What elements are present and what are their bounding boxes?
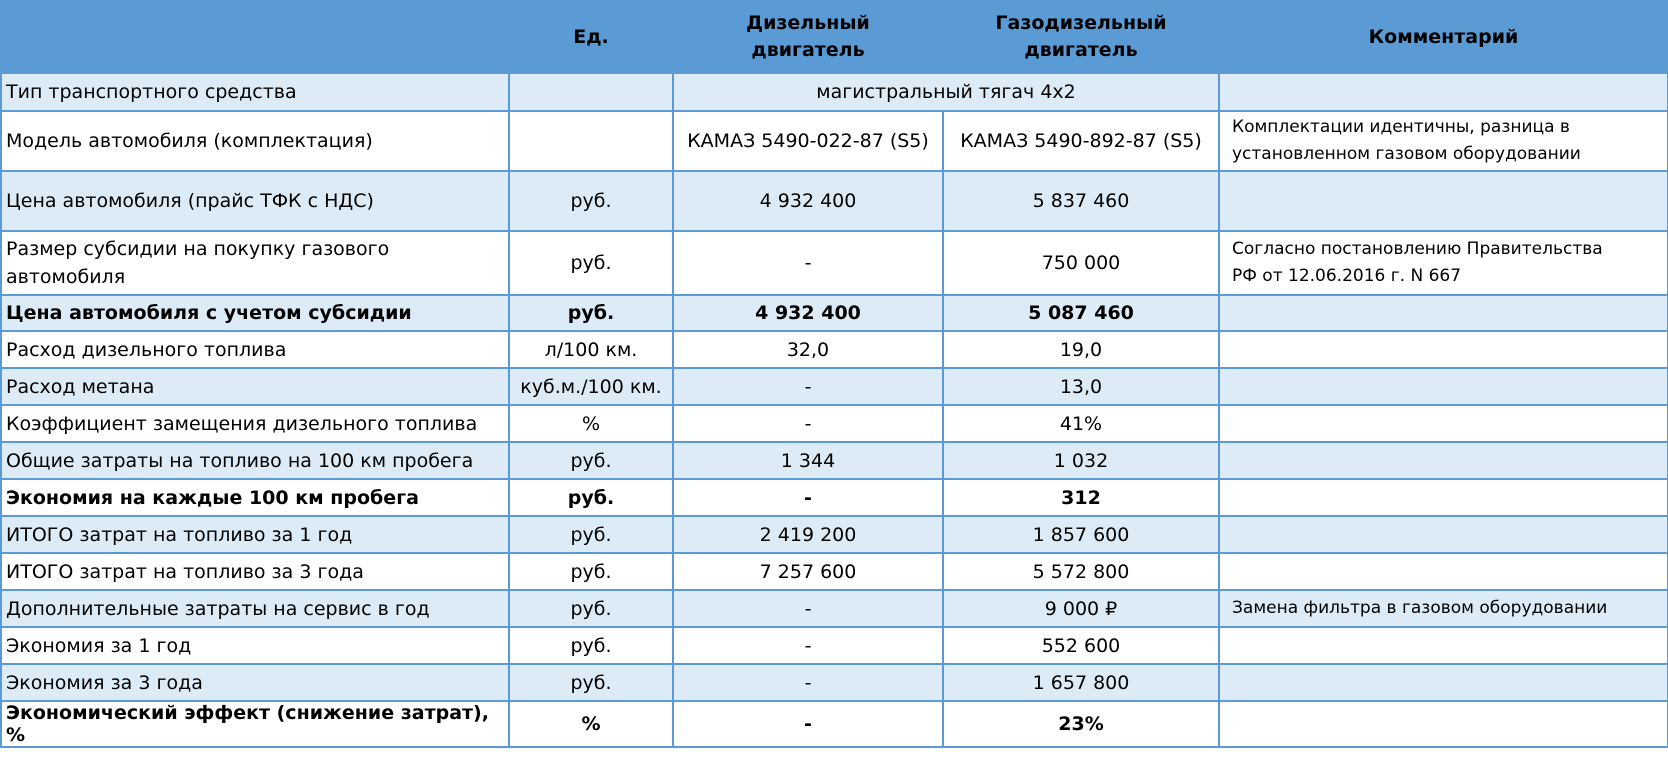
row-comment (1219, 331, 1668, 368)
row-comment (1219, 295, 1668, 331)
row-unit: руб. (509, 516, 673, 553)
table-row (1, 405, 1668, 442)
row-label: Расход дизельного топлива (1, 331, 509, 368)
label-line2: автомобиля (6, 266, 126, 288)
table-row (1, 516, 1668, 553)
row-diesel-value: 2 419 200 (673, 516, 943, 553)
table-row (1, 590, 1668, 627)
header-unit: Ед. (509, 1, 673, 73)
row-gas-value: 552 600 (943, 627, 1219, 664)
table-row (1, 442, 1668, 479)
row-diesel-value: - (673, 701, 943, 747)
row-diesel-value: - (673, 231, 943, 295)
row-label: Цена автомобиля (прайс ТФК с НДС) (1, 171, 509, 231)
row-unit: % (509, 405, 673, 442)
row-label: Модель автомобиля (комплектация) (1, 111, 509, 171)
row-unit: % (509, 701, 673, 747)
row-unit: руб. (509, 231, 673, 295)
table-row (1, 368, 1668, 405)
row-label: Коэффициент замещения дизельного топлива (1, 405, 509, 442)
table-row (1, 479, 1668, 516)
row-unit (509, 73, 673, 111)
row-comment (1219, 368, 1668, 405)
header-parameter (1, 1, 509, 73)
row-unit: руб. (509, 479, 673, 516)
label-line1: Размер субсидии на покупку газового (6, 238, 390, 260)
row-comment (1219, 701, 1668, 747)
header-gas-line2: двигатель (1024, 39, 1138, 61)
row-comment (1219, 405, 1668, 442)
row-gas-value: 1 857 600 (943, 516, 1219, 553)
row-label (1, 231, 509, 295)
row-unit: руб. (509, 627, 673, 664)
table-row (1, 111, 1668, 171)
row-gas-value: 1 657 800 (943, 664, 1219, 701)
table-row (1, 553, 1668, 590)
row-label: Экономический эффект (снижение затрат), % (1, 701, 509, 747)
row-gas-value: 19,0 (943, 331, 1219, 368)
table-row (1, 73, 1668, 111)
row-gas-value: 1 032 (943, 442, 1219, 479)
table-row (1, 295, 1668, 331)
row-diesel-value: - (673, 627, 943, 664)
row-label: ИТОГО затрат на топливо за 3 года (1, 553, 509, 590)
row-label: Цена автомобиля с учетом субсидии (1, 295, 509, 331)
row-comment (1219, 627, 1668, 664)
row-gas-value: 5 837 460 (943, 171, 1219, 231)
row-label: Общие затраты на топливо на 100 км пробега (1, 442, 509, 479)
row-label: ИТОГО затрат на топливо за 1 год (1, 516, 509, 553)
row-gas-value: 5 572 800 (943, 553, 1219, 590)
row-unit: руб. (509, 664, 673, 701)
row-comment (1219, 73, 1668, 111)
row-label: Экономия за 3 года (1, 664, 509, 701)
row-unit: руб. (509, 171, 673, 231)
row-diesel-value: 1 344 (673, 442, 943, 479)
row-gas-value: 9 000 ₽ (943, 590, 1219, 627)
row-comment (1219, 553, 1668, 590)
header-diesel (673, 1, 943, 73)
table-row (1, 627, 1668, 664)
row-diesel-value: - (673, 479, 943, 516)
row-gas-value: 750 000 (943, 231, 1219, 295)
table-row (1, 701, 1668, 747)
header-diesel-line1: Дизельный (746, 12, 870, 34)
row-unit: руб. (509, 295, 673, 331)
header-comment: Комментарий (1219, 1, 1668, 73)
row-comment (1219, 664, 1668, 701)
table-row (1, 331, 1668, 368)
row-comment (1219, 171, 1668, 231)
row-gas-value: 13,0 (943, 368, 1219, 405)
row-label: Экономия на каждые 100 км пробега (1, 479, 509, 516)
vehicle-type-value: магистральный тягач 4х2 (673, 73, 1219, 111)
row-comment (1219, 231, 1668, 295)
row-comment (1219, 111, 1668, 171)
row-diesel-value: - (673, 405, 943, 442)
header-gas-diesel (943, 1, 1219, 73)
header-row (1, 1, 1668, 73)
comment-line2: РФ от 12.06.2016 г. N 667 (1232, 266, 1462, 286)
row-diesel-value: 4 932 400 (673, 295, 943, 331)
row-gas-value: КАМАЗ 5490-892-87 (S5) (943, 111, 1219, 171)
row-comment (1219, 479, 1668, 516)
row-comment (1219, 442, 1668, 479)
row-unit: руб. (509, 553, 673, 590)
row-label: Расход метана (1, 368, 509, 405)
row-diesel-value: 32,0 (673, 331, 943, 368)
table-row (1, 664, 1668, 701)
row-label: Экономия за 1 год (1, 627, 509, 664)
row-diesel-value: 4 932 400 (673, 171, 943, 231)
row-comment: Замена фильтра в газовом оборудовании (1219, 590, 1668, 627)
header-diesel-line2: двигатель (751, 39, 865, 61)
row-unit (509, 111, 673, 171)
row-unit: л/100 км. (509, 331, 673, 368)
row-unit: руб. (509, 590, 673, 627)
comment-line2: установленном газовом оборудовании (1232, 144, 1581, 164)
row-unit: руб. (509, 442, 673, 479)
row-gas-value: 23% (943, 701, 1219, 747)
row-gas-value: 312 (943, 479, 1219, 516)
table-row (1, 171, 1668, 231)
row-diesel-value: - (673, 590, 943, 627)
header-gas-line1: Газодизельный (995, 12, 1167, 34)
row-diesel-value: КАМАЗ 5490-022-87 (S5) (673, 111, 943, 171)
row-diesel-value: - (673, 664, 943, 701)
row-gas-value: 41% (943, 405, 1219, 442)
comment-line1: Согласно постановлению Правительства (1232, 239, 1603, 259)
row-gas-value: 5 087 460 (943, 295, 1219, 331)
row-label: Тип транспортного средства (1, 73, 509, 111)
row-diesel-value: - (673, 368, 943, 405)
row-unit: куб.м./100 км. (509, 368, 673, 405)
comment-line1: Комплектации идентичны, разница в (1232, 117, 1570, 137)
row-label: Дополнительные затраты на сервис в год (1, 590, 509, 627)
table-row (1, 231, 1668, 295)
row-diesel-value: 7 257 600 (673, 553, 943, 590)
row-comment (1219, 516, 1668, 553)
